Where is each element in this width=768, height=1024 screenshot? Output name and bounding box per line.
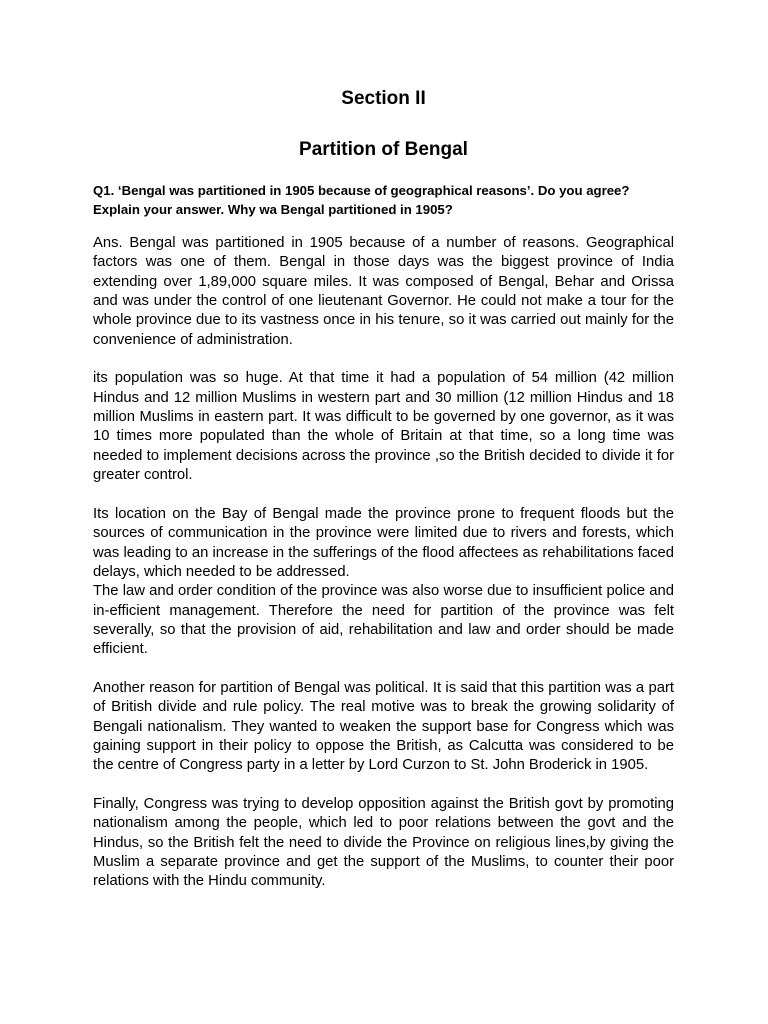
page-title: Partition of Bengal xyxy=(299,139,468,160)
paragraph-political: Another reason for partition of Bengal was political. It is said that this partition was a part of British divide and rule policy. The real motive was to break the growing solidarity of Bengali nationalism. They wanted to weaken the support base for Congress which was gaining support in their policy to oppose the British, as Calcutta was considered to be the centre of Congress party in a letter by Lord Curzon to St. John Broderick in 1905. xyxy=(93,679,674,774)
paragraph-religious: Finally, Congress was trying to develop opposition against the British govt by promoting nationalism among the people, which led to poor relations between the govt and the Hindus, so the British felt the need to divide the Province on religious lines,by giving the Muslim a separate province and get the support of the Muslims, to counter their poor relations with the Hindu community. xyxy=(93,795,674,890)
paragraph-population: its population was so huge. At that time it had a population of 54 million (42 million Hindus and 12 million Muslims in western part and 30 million (12 million Hindus and 18 million Muslims in eastern part. It was difficult to be governed by one governor, as it was 10 times more populated than the whole of Britain at that time, so a long time was needed to implement decisions across the province ,so the British decided to divide it for greater control. xyxy=(93,370,674,484)
paragraph-geographical: Ans. Bengal was partitioned in 1905 because of a number of reasons. Geographical factors was one of them. Bengal in those days was the biggest province of India extending over 1,89,000 square miles. It was composed of Bengal, Behar and Orissa and was under the control of one lieutenant Governor. He could not make a tour for the whole province due to its vastness once in his tenure, so it was carried out mainly for the convenience of administration. xyxy=(93,235,674,348)
question-text: Q1. ‘Bengal was partitioned in 1905 because of geographical reasons’. Do you agree? Explain your answer. Why wa Bengal partitioned in 1905? xyxy=(93,183,630,218)
paragraph-law-order: The law and order condition of the province was also worse due to insufficient police and in-efficient management. Therefore the need for partition of the province was felt severally, so that the provision of aid, rehabilitation and law and order should be made efficient. xyxy=(93,583,674,658)
paragraph-floods: Its location on the Bay of Bengal made the province prone to frequent floods but the sources of communication in the province were limited due to rivers and forests, which was leading to an increase in the sufferings of the flood affectees as rehabilitations faced delays, which needed to be addressed. xyxy=(93,505,674,580)
answer-body xyxy=(93,234,674,892)
section-heading: Section II xyxy=(341,88,426,109)
